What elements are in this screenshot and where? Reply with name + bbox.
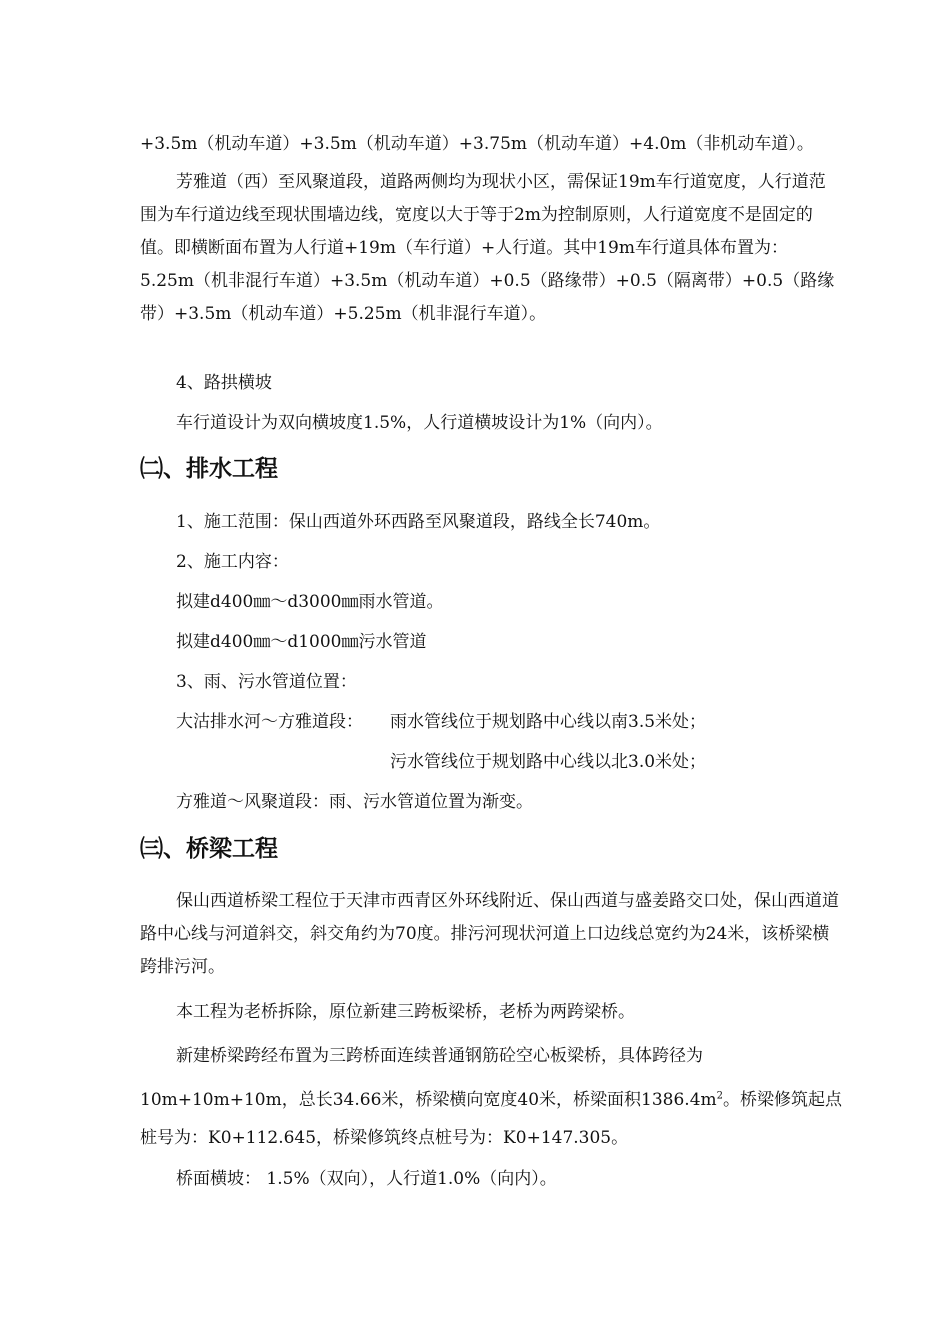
crown-slope-title: 4、路拱横坡 xyxy=(176,373,272,393)
rain-pipe: 拟建d400㎜～d3000㎜雨水管道。 xyxy=(176,592,444,612)
bridge-span-line3: 桩号为：K0+112.645，桥梁修筑终点桩号为：K0+147.305。 xyxy=(140,1128,629,1148)
drainage-scope: 1、施工范围：保山西道外环西路至风聚道段，路线全长740m。 xyxy=(176,512,661,532)
sewage-pipe: 拟建d400㎜～d1000㎜污水管道 xyxy=(176,632,427,652)
bridge-span-line1: 新建桥梁跨经布置为三跨桥面连续普通钢筋砼空心板梁桥，具体跨径为 xyxy=(176,1046,703,1066)
drainage-content-title: 2、施工内容： xyxy=(176,552,289,572)
bridge-span-line2-tail: 。桥梁修筑起点 xyxy=(723,1090,843,1110)
fangya-paragraph: 芳雅道（西）至风聚道段，道路两侧均为现状小区，需保证19m车行道宽度，人行道范围为车行道边线至现状围墙边线，宽度以大于等于2m为控制原则，人行道宽度不是固定的值。即横断面布置为人行道+19m（车行道）+人行道。其中19m车行道具体布置为：5.25m（机非混行车道）+3.5m（机动车道）+0.5（路缘带）+0.5（隔离带）+0.5（路缘带）+3.5m（机动车道）+5.25m（机非混行车道）。 xyxy=(140,172,835,324)
cross-section-line-end: +3.5m（机动车道）+3.5m（机动车道）+3.75m（机动车道）+4.0m（非机动车道）。 xyxy=(140,134,814,154)
drainage-heading: ㈡、排水工程 xyxy=(140,456,278,482)
area-superscript: 2 xyxy=(716,1090,724,1102)
bridge-span-line2-main: 10m+10m+10m，总长34.66米，桥梁横向宽度40米，桥梁面积1386.4m xyxy=(140,1090,717,1110)
bridge-span-line2 xyxy=(140,1088,842,1112)
segment1-rain: 雨水管线位于规划路中心线以南3.5米处； xyxy=(390,712,707,732)
segment1-prefix: 大沽排水河～方雅道段： xyxy=(176,712,363,732)
bridge-deck-slope: 桥面横坡： 1.5%（双向），人行道1.0%（向内）。 xyxy=(176,1169,557,1189)
pipe-position-title: 3、雨、污水管道位置： xyxy=(176,672,357,692)
bridge-demolition: 本工程为老桥拆除，原位新建三跨板梁桥，老桥为两跨梁桥。 xyxy=(176,1002,635,1022)
bridge-location-paragraph: 保山西道桥梁工程位于天津市西青区外环线附近、保山西道与盛姜路交口处，保山西道道路中心线与河道斜交，斜交角约为70度。排污河现状河道上口边线总宽约为24米，该桥梁横跨排污河。 xyxy=(140,891,839,977)
crown-slope-text: 车行道设计为双向横坡度1.5%，人行道横坡设计为1%（向内）。 xyxy=(176,413,663,433)
segment2: 方雅道～风聚道段：雨、污水管道位置为渐变。 xyxy=(176,792,533,812)
segment1-sewage: 污水管线位于规划路中心线以北3.0米处； xyxy=(390,752,707,772)
bridge-heading: ㈢、桥梁工程 xyxy=(140,836,278,862)
